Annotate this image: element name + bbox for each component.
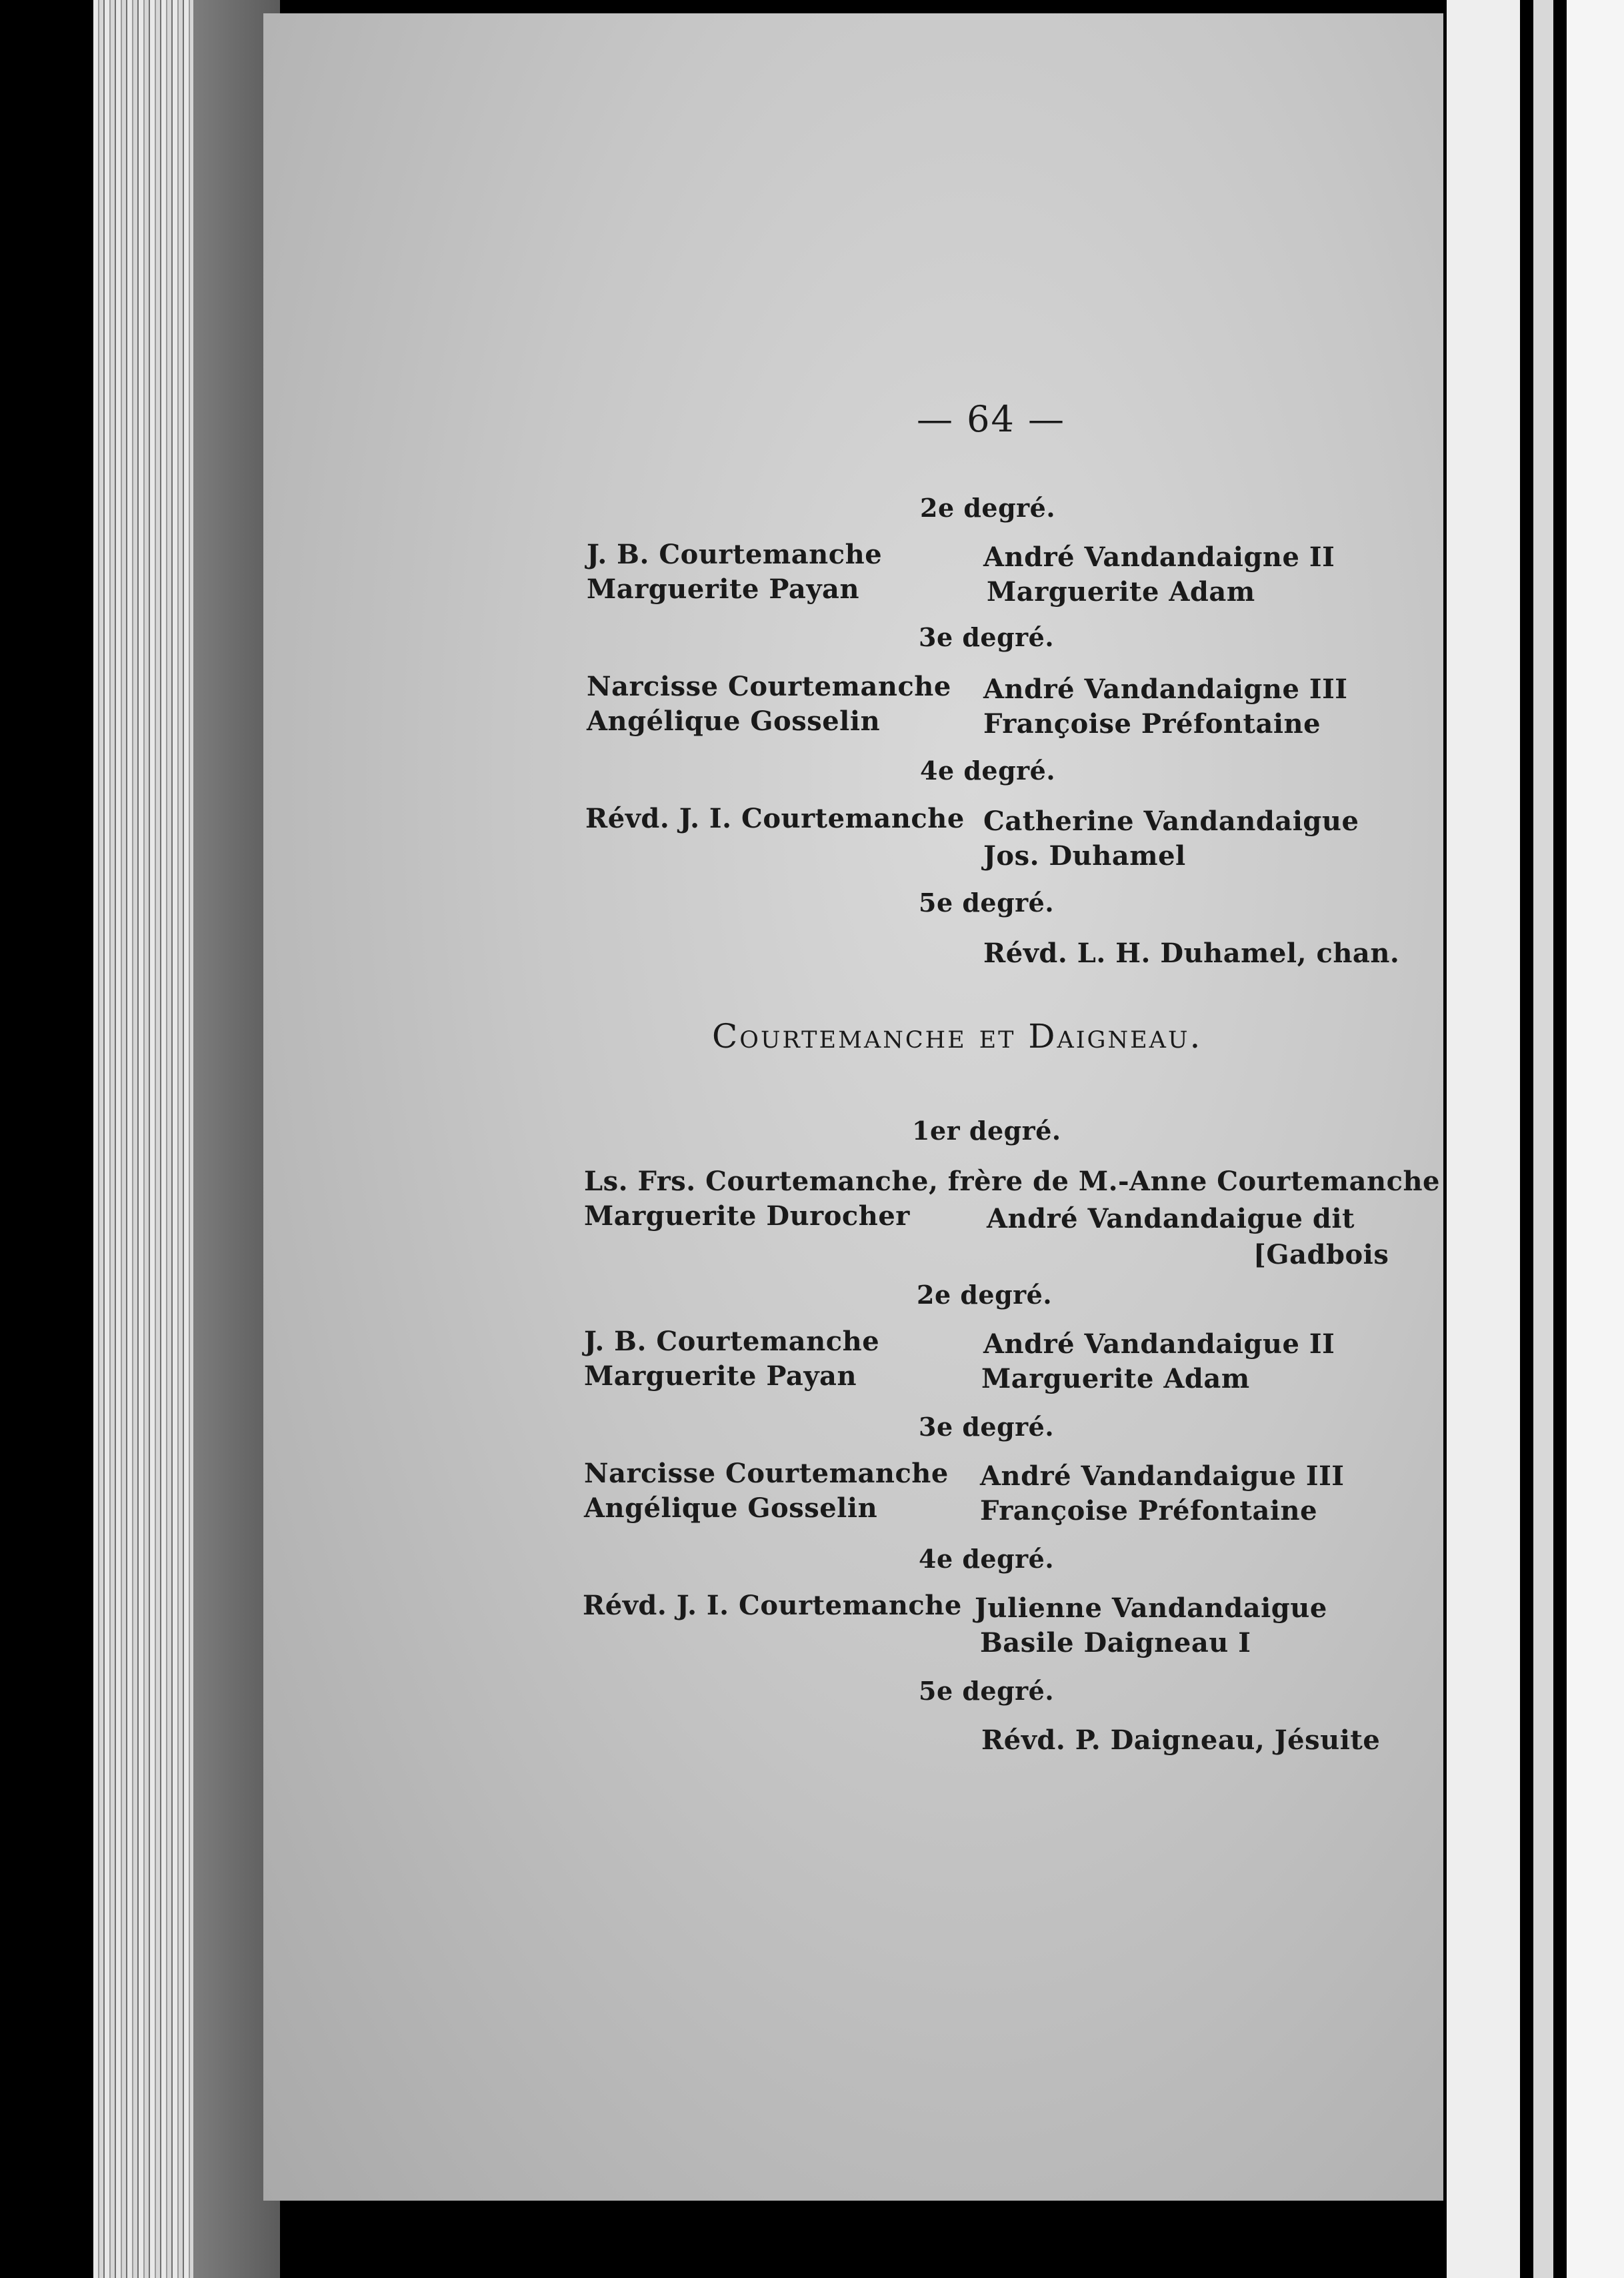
right-page-margin <box>1447 0 1520 2278</box>
section2-degree1-continuation: [Gadbois <box>1253 1239 1389 1270</box>
page-paper <box>263 13 1443 2201</box>
section1-degree2-left-1: J. B. Courtemanche <box>587 539 883 570</box>
section1-degree4-label: 4e degré. <box>920 756 1056 786</box>
section1-degree2-label: 2e degré. <box>920 493 1056 523</box>
right-edge-strip <box>1567 0 1624 2278</box>
section2-degree5-right-1: Révd. P. Daigneau, Jésuite <box>981 1725 1381 1756</box>
section1-degree3-right-2: Françoise Préfontaine <box>983 708 1321 740</box>
section2-degree2-right-2: Marguerite Adam <box>981 1363 1250 1394</box>
section1-degree3-left-2: Angélique Gosselin <box>587 706 881 737</box>
section1-degree3-label: 3e degré. <box>919 622 1055 652</box>
section2-degree4-right-1: Julienne Vandandaigue <box>975 1592 1327 1624</box>
section1-degree3-left-1: Narcisse Courtemanche <box>587 671 951 702</box>
section1-degree4-right-1: Catherine Vandandaigue <box>983 806 1359 837</box>
section1-degree5-label: 5e degré. <box>919 888 1055 918</box>
section1-degree2-left-2: Marguerite Payan <box>587 574 860 605</box>
section2-degree4-label: 4e degré. <box>919 1544 1055 1574</box>
section2-degree1-right: André Vandandaigue dit <box>987 1203 1355 1234</box>
section1-degree4-right-2: Jos. Duhamel <box>983 840 1186 872</box>
section2-degree3-left-1: Narcisse Courtemanche <box>584 1458 949 1489</box>
section2-degree4-right-2: Basile Daigneau I <box>980 1627 1251 1658</box>
section2-degree2-right-1: André Vandandaigue II <box>983 1328 1335 1360</box>
page-number: — 64 — <box>917 398 1066 440</box>
section2-degree1-left: Marguerite Durocher <box>584 1200 910 1232</box>
section2-degree3-right-1: André Vandandaigue III <box>980 1460 1345 1492</box>
section2-degree2-left-2: Marguerite Payan <box>584 1360 857 1392</box>
section2-degree2-label: 2e degré. <box>917 1280 1053 1310</box>
section1-degree3-right-1: André Vandandaigne III <box>983 674 1348 705</box>
section2-degree1-label: 1er degré. <box>912 1116 1061 1146</box>
section2-degree4-left-1: Révd. J. I. Courtemanche <box>583 1590 962 1621</box>
section2-degree3-left-2: Angélique Gosselin <box>584 1492 878 1524</box>
section1-degree2-right-2: Marguerite Adam <box>987 576 1255 608</box>
section2-degree2-left-1: J. B. Courtemanche <box>584 1326 880 1357</box>
section2-degree3-right-2: Françoise Préfontaine <box>980 1495 1318 1526</box>
right-border-line <box>1533 0 1553 2278</box>
section1-degree4-left-1: Révd. J. I. Courtemanche <box>585 803 965 834</box>
section1-degree5-right-1: Révd. L. H. Duhamel, chan. <box>983 938 1400 969</box>
book-page-edges <box>93 0 193 2278</box>
section1-degree2-right-1: André Vandandaigne II <box>983 541 1335 573</box>
section2-title: Courtemanche et Daigneau. <box>712 1017 1203 1056</box>
section2-degree3-label: 3e degré. <box>919 1412 1055 1442</box>
section2-degree5-label: 5e degré. <box>919 1676 1055 1706</box>
section2-degree1-line1: Ls. Frs. Courtemanche, frère de M.-Anne Courtemanche <box>584 1166 1441 1197</box>
